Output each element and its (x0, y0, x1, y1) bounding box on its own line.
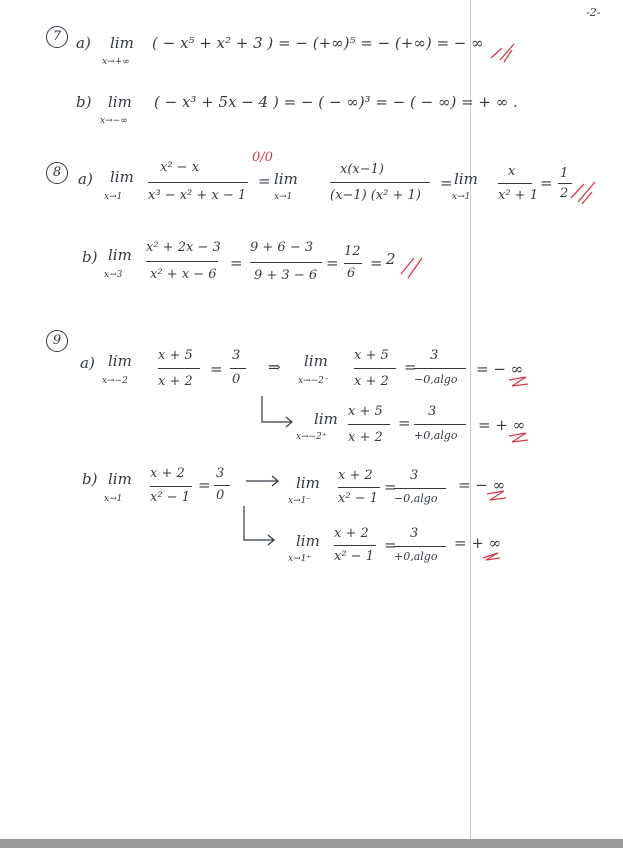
p8b-f2-bar (250, 262, 322, 263)
p9a-numerator: x + 5 (158, 348, 193, 363)
p9a-b1-bar (354, 368, 396, 369)
p8b-f3-numerator: 12 (344, 244, 361, 259)
p9b-b1-lim: lim (296, 474, 320, 492)
p8a-label: a) (78, 170, 93, 188)
p9b-b2-value-bar (394, 546, 446, 547)
p9b-label: b) (82, 470, 98, 488)
p9a-b2-value-bar (414, 424, 466, 425)
p9a-b2-denominator: x + 2 (348, 430, 383, 445)
p8b-f3-bar (344, 263, 362, 264)
p8a-f3-numerator: x (508, 164, 516, 179)
p9a-b2-check-mark (506, 430, 532, 446)
p8a-lim-3: lim (454, 170, 478, 188)
p9b-value-numerator: 3 (216, 466, 225, 481)
p9b-b2-eq: = (384, 536, 397, 554)
p8a-subscript-2: x→1 (274, 192, 293, 202)
p8a-subscript-3: x→1 (452, 192, 471, 202)
p8a-f2-numerator: x(x−1) (340, 162, 384, 177)
p9a-denominator: x + 2 (158, 374, 193, 389)
p9a-b1-lim: lim (304, 352, 328, 370)
p9b-denominator: x² − 1 (150, 490, 190, 505)
p9a-b2-subscript: x→−2⁺ (296, 432, 327, 442)
p9b-b1-value-numerator: 3 (410, 468, 419, 483)
p9b-value-bar (214, 485, 230, 486)
p9a-b1-eq: = (404, 358, 417, 376)
p9b-lim: lim (108, 470, 132, 488)
p9a-b1-check-mark (506, 374, 532, 390)
p8b-lim: lim (108, 246, 132, 264)
p7b-lim: lim (108, 93, 132, 111)
p8b-eq-2: = (326, 254, 339, 272)
p9b-b2-lim: lim (296, 532, 320, 550)
p8b-eq: = (230, 254, 243, 272)
p9a-b1-value-bar (414, 368, 466, 369)
p9b-branch-arrow (238, 504, 280, 546)
p8b-f2-numerator: 9 + 6 − 3 (250, 240, 314, 255)
p9a-b2-result: = + ∞ (478, 416, 526, 434)
p9a-b2-numerator: x + 5 (348, 404, 383, 419)
p8a-check-mark (568, 176, 598, 206)
p8b-result: 2 (386, 250, 396, 268)
p7a-check-mark (488, 40, 518, 66)
p7a-label: a) (76, 34, 91, 52)
p8a-f1-numerator: x² − x (160, 160, 200, 175)
p8a-result-numerator: 1 (560, 166, 569, 181)
p8b-f2-denominator: 9 + 3 − 6 (254, 268, 318, 283)
p9a-b2-lim: lim (314, 410, 338, 428)
p9a-value-denominator: 0 (232, 372, 241, 387)
p7b-expression: ( − x³ + 5x − 4 ) = − ( − ∞)³ = − ( − ∞) = + ∞ . (154, 93, 518, 111)
p9b-b1-bar (338, 487, 380, 488)
p8a-f3-denominator: x² + 1 (498, 188, 538, 203)
p8a-indeterminate: 0/0 (252, 150, 273, 165)
p9b-subscript: x→1 (104, 494, 123, 504)
p9b-b2-check-mark (480, 548, 504, 564)
p9b-b1-denominator: x² − 1 (338, 491, 378, 506)
p8b-f1-bar (146, 261, 218, 262)
p9b-b1-numerator: x + 2 (338, 468, 373, 483)
p9a-eq: = (210, 360, 223, 378)
p8a-eq: = (258, 172, 271, 190)
p9b-b1-eq: = (384, 478, 397, 496)
scanner-bottom-edge (0, 839, 623, 848)
p8a-f2-bar (330, 182, 430, 183)
p9b-bar (150, 486, 192, 487)
p7a-lim: lim (110, 34, 134, 52)
p9b-b1-check-mark (484, 488, 510, 504)
p8a-f1-denominator: x³ − x² + x − 1 (148, 188, 247, 203)
p7b-subscript: x→−∞ (100, 116, 128, 126)
p9a-bar (158, 368, 200, 369)
p8a-f3-bar (498, 183, 532, 184)
p8a-eq-3: = (540, 174, 553, 192)
p8b-f1-numerator: x² + 2x − 3 (146, 240, 221, 255)
p9b-right-arrow (244, 474, 284, 488)
p9b-numerator: x + 2 (150, 466, 185, 481)
p9a-branch-arrow (258, 394, 298, 430)
p9b-b2-value-denominator: +0,algo (394, 550, 438, 563)
problem-9-number: 9 (46, 330, 68, 352)
p9a-b2-value-numerator: 3 (428, 404, 437, 419)
p9b-b2-bar (334, 545, 376, 546)
p8b-check-mark (398, 252, 426, 280)
p9b-eq: = (198, 476, 211, 494)
p9b-b2-value-numerator: 3 (410, 526, 419, 541)
p9b-b1-result: = − ∞ (458, 476, 506, 494)
page-number: -2- (586, 6, 601, 19)
p9b-b2-result: = + ∞ (454, 534, 502, 552)
p9a-b1-denominator: x + 2 (354, 374, 389, 389)
p8b-eq-3: = (370, 254, 383, 272)
p9a-value-numerator: 3 (232, 348, 241, 363)
p8b-f1-denominator: x² + x − 6 (150, 267, 217, 282)
p9a-b1-result: = − ∞ (476, 360, 524, 378)
p9a-b2-eq: = (398, 414, 411, 432)
p9a-b1-subscript: x→−2⁻ (298, 376, 329, 386)
p9b-b1-subscript: x→1⁻ (288, 496, 312, 506)
p9a-b2-value-denominator: +0,algo (414, 429, 458, 442)
p7a-expression: ( − x⁵ + x² + 3 ) = − (+∞)⁵ = − (+∞) = − ∞ (152, 34, 484, 52)
p8a-result-denominator: 2 (560, 186, 569, 201)
p9a-b2-bar (348, 424, 390, 425)
p9a-b1-value-denominator: −0,algo (414, 373, 458, 386)
p8b-label: b) (82, 248, 98, 266)
p9a-label: a) (80, 354, 95, 372)
p8a-lim: lim (110, 168, 134, 186)
p8a-lim-2: lim (274, 170, 298, 188)
problem-8-number: 8 (46, 162, 68, 184)
p9b-b1-value-bar (394, 488, 446, 489)
p9b-b2-numerator: x + 2 (334, 526, 369, 541)
p9a-value-bar (230, 368, 246, 369)
p9a-subscript: x→−2 (102, 376, 128, 386)
p9a-b1-numerator: x + 5 (354, 348, 389, 363)
p8a-f1-bar (148, 182, 248, 183)
p9a-b1-value-numerator: 3 (430, 348, 439, 363)
p9b-b2-denominator: x² − 1 (334, 549, 374, 564)
problem-7-number: 7 (46, 26, 68, 48)
p7a-subscript: x→+∞ (102, 57, 130, 67)
paper-fold-line (470, 0, 471, 848)
p9a-implies-arrow: ⇒ (268, 358, 281, 376)
p8a-eq-2: = (440, 174, 453, 192)
p9b-value-denominator: 0 (216, 488, 225, 503)
p7b-label: b) (76, 93, 92, 111)
p8b-subscript: x→3 (104, 270, 123, 280)
p9a-lim: lim (108, 352, 132, 370)
p8b-f3-denominator: 6 (347, 266, 356, 281)
p8a-f2-denominator: (x−1) (x² + 1) (330, 188, 421, 203)
p9b-b2-subscript: x→1⁺ (288, 554, 312, 564)
p8a-subscript: x→1 (104, 192, 123, 202)
p9b-b1-value-denominator: −0,algo (394, 492, 438, 505)
